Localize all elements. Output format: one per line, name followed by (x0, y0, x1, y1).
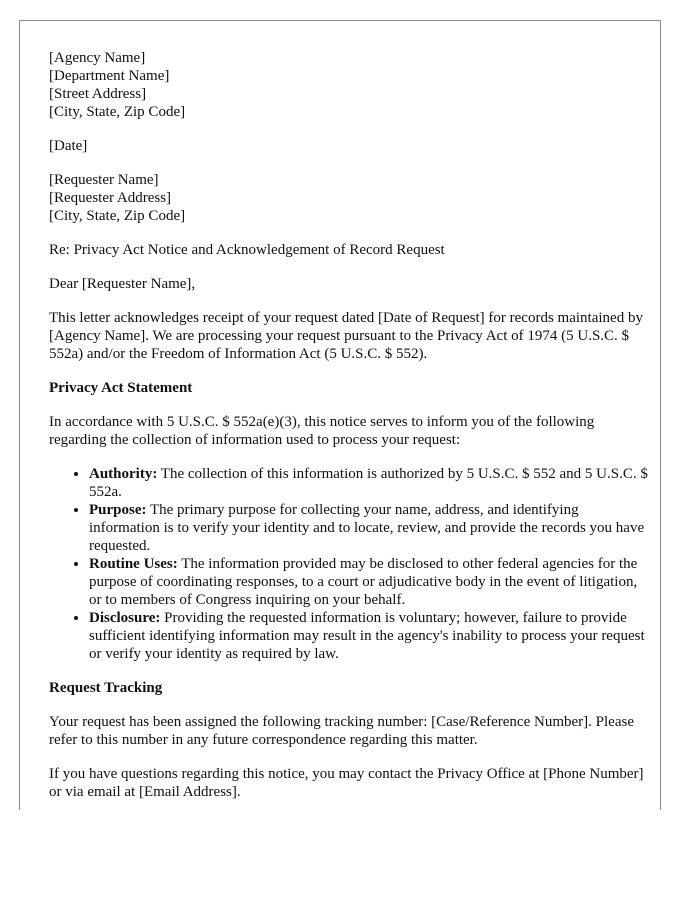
recipient-address (49, 171, 649, 225)
request-tracking-paragraph: Your request has been assigned the following tracking number: [Case/Reference Number]. Please refer to this number in any future correspondence regarding this matter. (49, 714, 634, 748)
letter-date: [Date] (49, 138, 88, 154)
privacy-statement-lead: In accordance with 5 U.S.C. $ 552a(e)(3), this notice serves to inform you of the following regarding the collection of information used to process your request: (49, 414, 595, 448)
sender-address (49, 49, 649, 121)
list-item-text: The information provided may be disclosed to other federal agencies for the purpose of coordinating responses, to a court or adjudicative body in the event of litigation, or to members of Congress inquiring on your behalf. (89, 556, 638, 608)
sender-street-address: [Street Address] (49, 86, 147, 102)
salutation: Dear [Requester Name], (49, 276, 196, 292)
recipient-name: [Requester Name] (49, 172, 159, 188)
contact-paragraph: If you have questions regarding this notice, you may contact the Privacy Office at [Phone Number] or via email at [Email Address]. (49, 766, 644, 800)
letter-content (49, 49, 649, 817)
list-item-term: Purpose: (89, 502, 147, 518)
list-item-text: The primary purpose for collecting your name, address, and identifying information is to verify your identity and to locate, review, and provide the records you have requested. (89, 502, 645, 554)
intro-paragraph: This letter acknowledges receipt of your request dated [Date of Request] for records maintained by [Agency Name]. We are processing your request pursuant to the Privacy Act of 1974 (5 U.S.C. $ 552a) and/or the Freedom of Information Act (5 U.S.C. $ 552). (49, 310, 643, 362)
sender-agency-name: [Agency Name] (49, 50, 146, 66)
list-item-authority (89, 465, 649, 501)
request-tracking-heading: Request Tracking (49, 680, 163, 696)
recipient-city-state-zip: [City, State, Zip Code] (49, 208, 186, 224)
list-item-text: Providing the requested information is voluntary; however, failure to provide sufficient identifying information may result in the agency's inability to process your request or verify your identity as required by law. (89, 610, 645, 662)
list-item-routine-uses (89, 555, 649, 609)
list-item-term: Routine Uses: (89, 556, 178, 572)
subject-line: Re: Privacy Act Notice and Acknowledgement of Record Request (49, 242, 445, 258)
list-item-term: Authority: (89, 466, 158, 482)
list-item-purpose (89, 501, 649, 555)
list-item-text: The collection of this information is authorized by 5 U.S.C. $ 552 and 5 U.S.C. $ 552a. (89, 466, 648, 500)
sender-city-state-zip: [City, State, Zip Code] (49, 104, 186, 120)
privacy-statement-heading: Privacy Act Statement (49, 380, 193, 396)
recipient-street-address: [Requester Address] (49, 190, 172, 206)
list-item-disclosure (89, 609, 649, 663)
privacy-statement-list (49, 465, 649, 663)
letter-page (19, 20, 661, 810)
list-item-term: Disclosure: (89, 610, 161, 626)
sender-department-name: [Department Name] (49, 68, 170, 84)
